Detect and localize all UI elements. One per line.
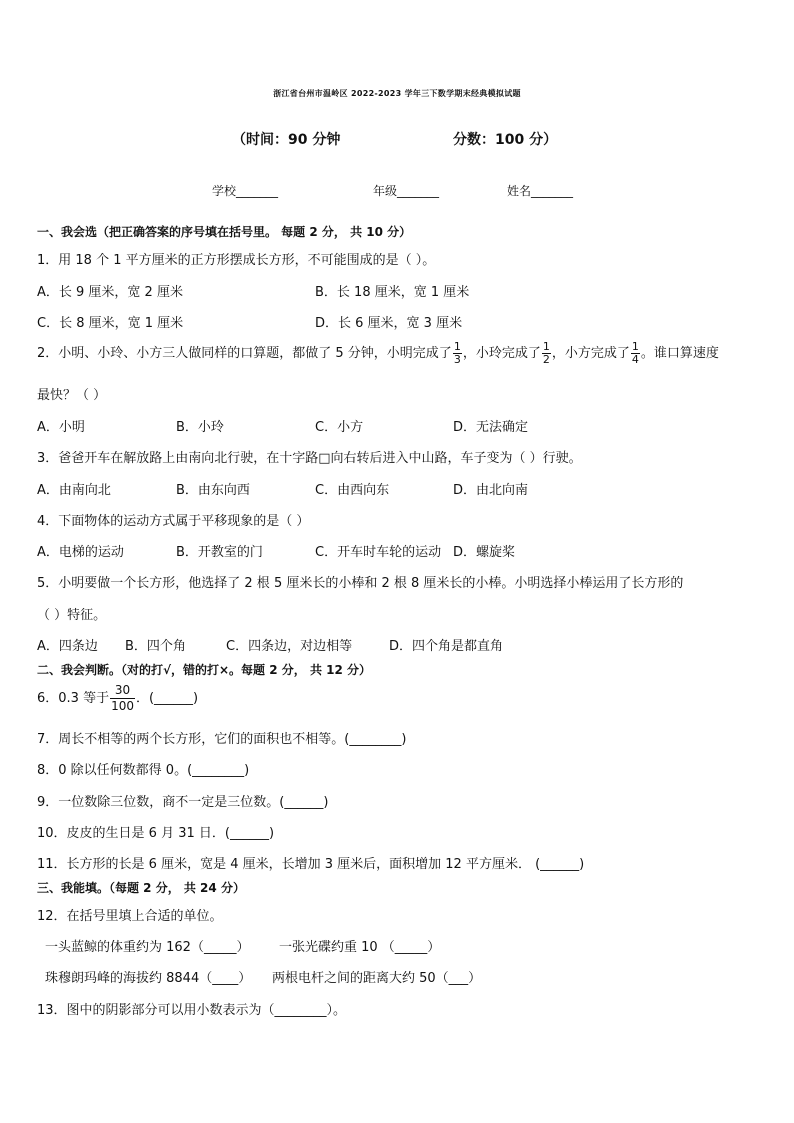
q12-item-whale: 一头蓝鲸的体重约为 162（_____） — [45, 940, 250, 955]
q2-stem-part: 。谁口算速度 — [640, 346, 719, 361]
q4-option-d: D．螺旋桨 — [453, 545, 516, 560]
q2-option-a: A．小明 — [37, 420, 85, 435]
section-2-heading: 二、我会判断。（对的打√，错的打×。每题 2 分， 共 12 分） — [37, 663, 371, 677]
q6-stem — [37, 683, 198, 714]
fraction-numerator: 1 — [631, 340, 639, 353]
q1-option-c: C．长 8 厘米，宽 1 厘米 — [37, 316, 184, 331]
q1-stem: 1．用 18 个 1 平方厘米的正方形摆成长方形，不可能围成的是（ ）。 — [37, 253, 436, 268]
grade-field: 年级_______ — [373, 184, 440, 198]
q6-stem-part: ．(______) — [135, 691, 199, 706]
q1-option-a: A．长 9 厘米，宽 2 厘米 — [37, 285, 183, 300]
fraction-one-half — [542, 341, 551, 366]
q2-stem-part: ，小方完成了 — [551, 346, 630, 361]
q4-option-a: A．电梯的运动 — [37, 545, 124, 560]
school-field: 学校_______ — [212, 184, 279, 198]
q11-stem: 11．长方形的长是 6 厘米，宽是 4 厘米，长增加 3 厘米后，面积增加 12 平方厘米． (______) — [37, 857, 585, 872]
q3-stem: 3．爸爸开车在解放路上由南向北行驶，在十字路□向右转后进入中山路，车子变为（ ）行驶。 — [37, 451, 582, 466]
q10-stem: 10．皮皮的生日是 6 月 31 日．(______) — [37, 826, 275, 841]
exam-score: 分数：100 分） — [453, 132, 558, 148]
fraction-denominator: 100 — [111, 699, 134, 713]
exam-time: （时间：90 分钟 — [232, 132, 341, 148]
q4-option-c: C．开车时车轮的运动 — [315, 545, 442, 560]
q13-stem: 13．图中的阴影部分可以用小数表示为（________）。 — [37, 1003, 347, 1018]
q3-option-a: A．由南向北 — [37, 483, 111, 498]
q5-option-b: B．四个角 — [125, 639, 186, 654]
q2-option-b: B．小玲 — [176, 420, 224, 435]
q5-stem-line2: （ ）特征。 — [37, 608, 107, 623]
q2-stem-line2: 最快？（ ） — [37, 388, 107, 403]
name-field: 姓名_______ — [507, 184, 574, 198]
q5-stem: 5．小明要做一个长方形，他选择了 2 根 5 厘米长的小棒和 2 根 8 厘米长的小棒。小明选择小棒运用了长方形的 — [37, 576, 684, 591]
section-3-heading: 三、我能填。（每题 2 分， 共 24 分） — [37, 881, 245, 895]
q6-stem-part: 6．0.3 等于 — [37, 691, 110, 706]
q8-stem: 8．0 除以任何数都得 0。(________) — [37, 763, 250, 778]
fraction-numerator: 1 — [542, 340, 550, 353]
q3-option-b: B．由东向西 — [176, 483, 250, 498]
q5-option-d: D．四个角是都直角 — [389, 639, 504, 654]
q3-option-d: D．由北向南 — [453, 483, 529, 498]
q2-stem — [37, 341, 719, 366]
q1-option-b: B．长 18 厘米，宽 1 厘米 — [315, 285, 470, 300]
fraction-numerator: 30 — [110, 683, 135, 699]
q1-option-d: D．长 6 厘米，宽 3 厘米 — [315, 316, 463, 331]
q2-stem-part: ，小玲完成了 — [462, 346, 541, 361]
q12-stem: 12．在括号里填上合适的单位。 — [37, 909, 223, 924]
q5-option-c: C．四条边，对边相等 — [226, 639, 353, 654]
fraction-thirty-hundredths — [110, 683, 135, 714]
fraction-denominator: 2 — [542, 353, 550, 366]
q12-item-poles: 两根电杆之间的距离大约 50（___） — [272, 971, 482, 986]
fraction-denominator: 3 — [453, 353, 461, 366]
fraction-numerator: 1 — [453, 340, 461, 353]
exam-title: 浙江省台州市温岭区 2022-2023 学年三下数学期末经典模拟试题 — [273, 89, 521, 98]
q4-stem: 4．下面物体的运动方式属于平移现象的是（ ） — [37, 514, 310, 529]
q3-option-c: C．由西向东 — [315, 483, 390, 498]
q9-stem: 9．一位数除三位数，商不一定是三位数。(______) — [37, 795, 329, 810]
q5-option-a: A．四条边 — [37, 639, 98, 654]
section-1-heading: 一、我会选（把正确答案的序号填在括号里。 每题 2 分， 共 10 分） — [37, 225, 412, 239]
q7-stem: 7．周长不相等的两个长方形，它们的面积也不相等。(________) — [37, 732, 407, 747]
q2-option-c: C．小方 — [315, 420, 364, 435]
fraction-one-third — [453, 341, 462, 366]
fraction-denominator: 4 — [631, 353, 639, 366]
q2-stem-part: 2．小明、小玲、小方三人做同样的口算题，都做了 5 分钟，小明完成了 — [37, 346, 452, 361]
fraction-one-quarter — [631, 341, 640, 366]
q2-option-d: D．无法确定 — [453, 420, 529, 435]
q12-item-everest: 珠穆朗玛峰的海拔约 8844（____） — [45, 971, 252, 986]
q12-item-disc: 一张光碟约重 10 （_____） — [279, 940, 441, 955]
q4-option-b: B．开教室的门 — [176, 545, 263, 560]
